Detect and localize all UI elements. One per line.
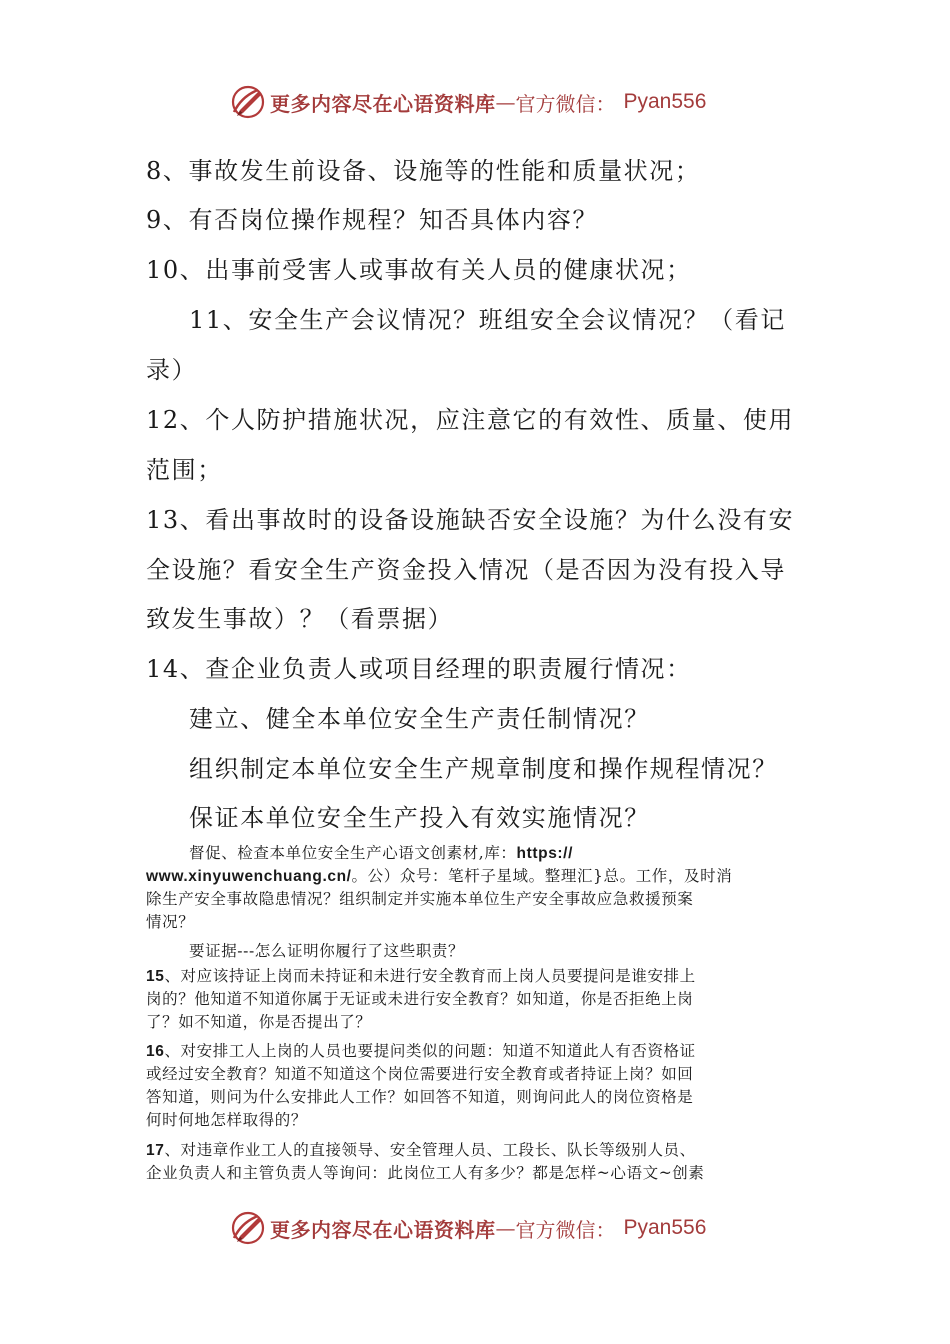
- p15-line1: 、对应该持证上岗而未持证和未进行安全教育而上岗人员要提问是谁安排上: [164, 967, 696, 985]
- banner-dash: —: [495, 1216, 516, 1240]
- p16-number: 16: [146, 1043, 165, 1060]
- p17-number: 17: [146, 1142, 165, 1159]
- p16-line3: 答知道，则问为什么安排此人工作？如回答不知道，则询问此人的岗位资格是: [146, 1088, 694, 1106]
- small-paragraph-15: [146, 965, 806, 1034]
- p1-url-part1: https://: [516, 845, 573, 862]
- small-paragraph-16: [146, 1040, 806, 1132]
- p1-line3: 除生产安全事故隐患情况？组织制定并实施本单位生产安全事故应急救援预案: [146, 890, 694, 908]
- item-8: 8、事故发生前设备、设施等的性能和质量状况；: [146, 157, 701, 185]
- banner-label: 官方微信：: [515, 91, 616, 116]
- p16-line1: 、对安排工人上岗的人员也要提问类似的问题：知道不知道此人有否资格证: [164, 1042, 696, 1060]
- p15-line2: 岗的？他知道不知道你属于无证或未进行安全教育？如知道，你是否拒绝上岗: [146, 990, 694, 1008]
- item-12-line2: 范围；: [146, 456, 223, 484]
- item-11-line2: 录）: [146, 356, 198, 384]
- p17-line1: 、对违章作业工人的直接领导、安全管理人员、工段长、队长等级别人员、: [164, 1141, 696, 1159]
- p1-text: 督促、检查本单位安全生产心语文创素材,库：: [189, 844, 517, 862]
- item-12-line1: 12、个人防护措施状况，应注意它的有效性、质量、使用: [146, 406, 795, 434]
- item-14-sub3: 保证本单位安全生产投入有效实施情况？: [189, 804, 650, 832]
- p2-text: 要证据---怎么证明你履行了这些职责？: [189, 942, 465, 960]
- pen-logo-icon: [228, 82, 268, 122]
- banner-label: 官方微信：: [515, 1217, 616, 1242]
- item-10: 10、出事前受害人或事故有关人员的健康状况；: [146, 256, 692, 284]
- banner-wechat: Pyan556: [623, 90, 707, 113]
- header-banner: [228, 82, 706, 122]
- banner-dash: —: [495, 90, 516, 114]
- pen-logo-icon: [228, 1208, 268, 1248]
- item-14: 14、查企业负责人或项目经理的职责履行情况：: [146, 655, 692, 683]
- item-11-line1: 11、安全生产会议情况？班组安全会议情况？（看记: [189, 306, 786, 334]
- item-13-line2: 全设施？看安全生产资金投入情况（是否因为没有投入导: [146, 556, 786, 584]
- small-paragraph-2: [146, 940, 806, 963]
- small-paragraph-17: [146, 1139, 806, 1185]
- p1-url-part2: www.xinyuwenchuang.cn/: [146, 868, 352, 885]
- item-13-line3: 致发生事故）？（看票据）: [146, 605, 454, 633]
- item-14-sub2: 组织制定本单位安全生产规章制度和操作规程情况？: [189, 755, 778, 783]
- banner-wechat: Pyan556: [623, 1216, 707, 1239]
- footer-banner: [228, 1208, 706, 1248]
- item-9: 9、有否岗位操作规程？知否具体内容？: [146, 206, 599, 234]
- p16-line2: 或经过安全教育？知道不知道这个岗位需要进行安全教育或者持证上岗？如回: [146, 1065, 694, 1083]
- p17-line2: 企业负责人和主管负责人等询问：此岗位工人有多少？都是怎样~心语文~创素: [146, 1164, 705, 1182]
- item-13-line1: 13、看出事故时的设备设施缺否安全设施？为什么没有安: [146, 506, 795, 534]
- banner-text: 更多内容尽在心语资料库: [270, 1217, 496, 1242]
- small-paragraph-1: [146, 842, 806, 934]
- p1-line2: 。公）众号：笔杆子星域。整理汇}总。工作，及时消: [351, 867, 733, 885]
- p16-line4: 何时何地怎样取得的？: [146, 1111, 308, 1129]
- p1-line4: 情况？: [146, 913, 195, 931]
- p15-line3: 了？如不知道，你是否提出了？: [146, 1013, 372, 1031]
- item-14-sub1: 建立、健全本单位安全生产责任制情况？: [189, 705, 650, 733]
- banner-text: 更多内容尽在心语资料库: [270, 91, 496, 116]
- p15-number: 15: [146, 968, 165, 985]
